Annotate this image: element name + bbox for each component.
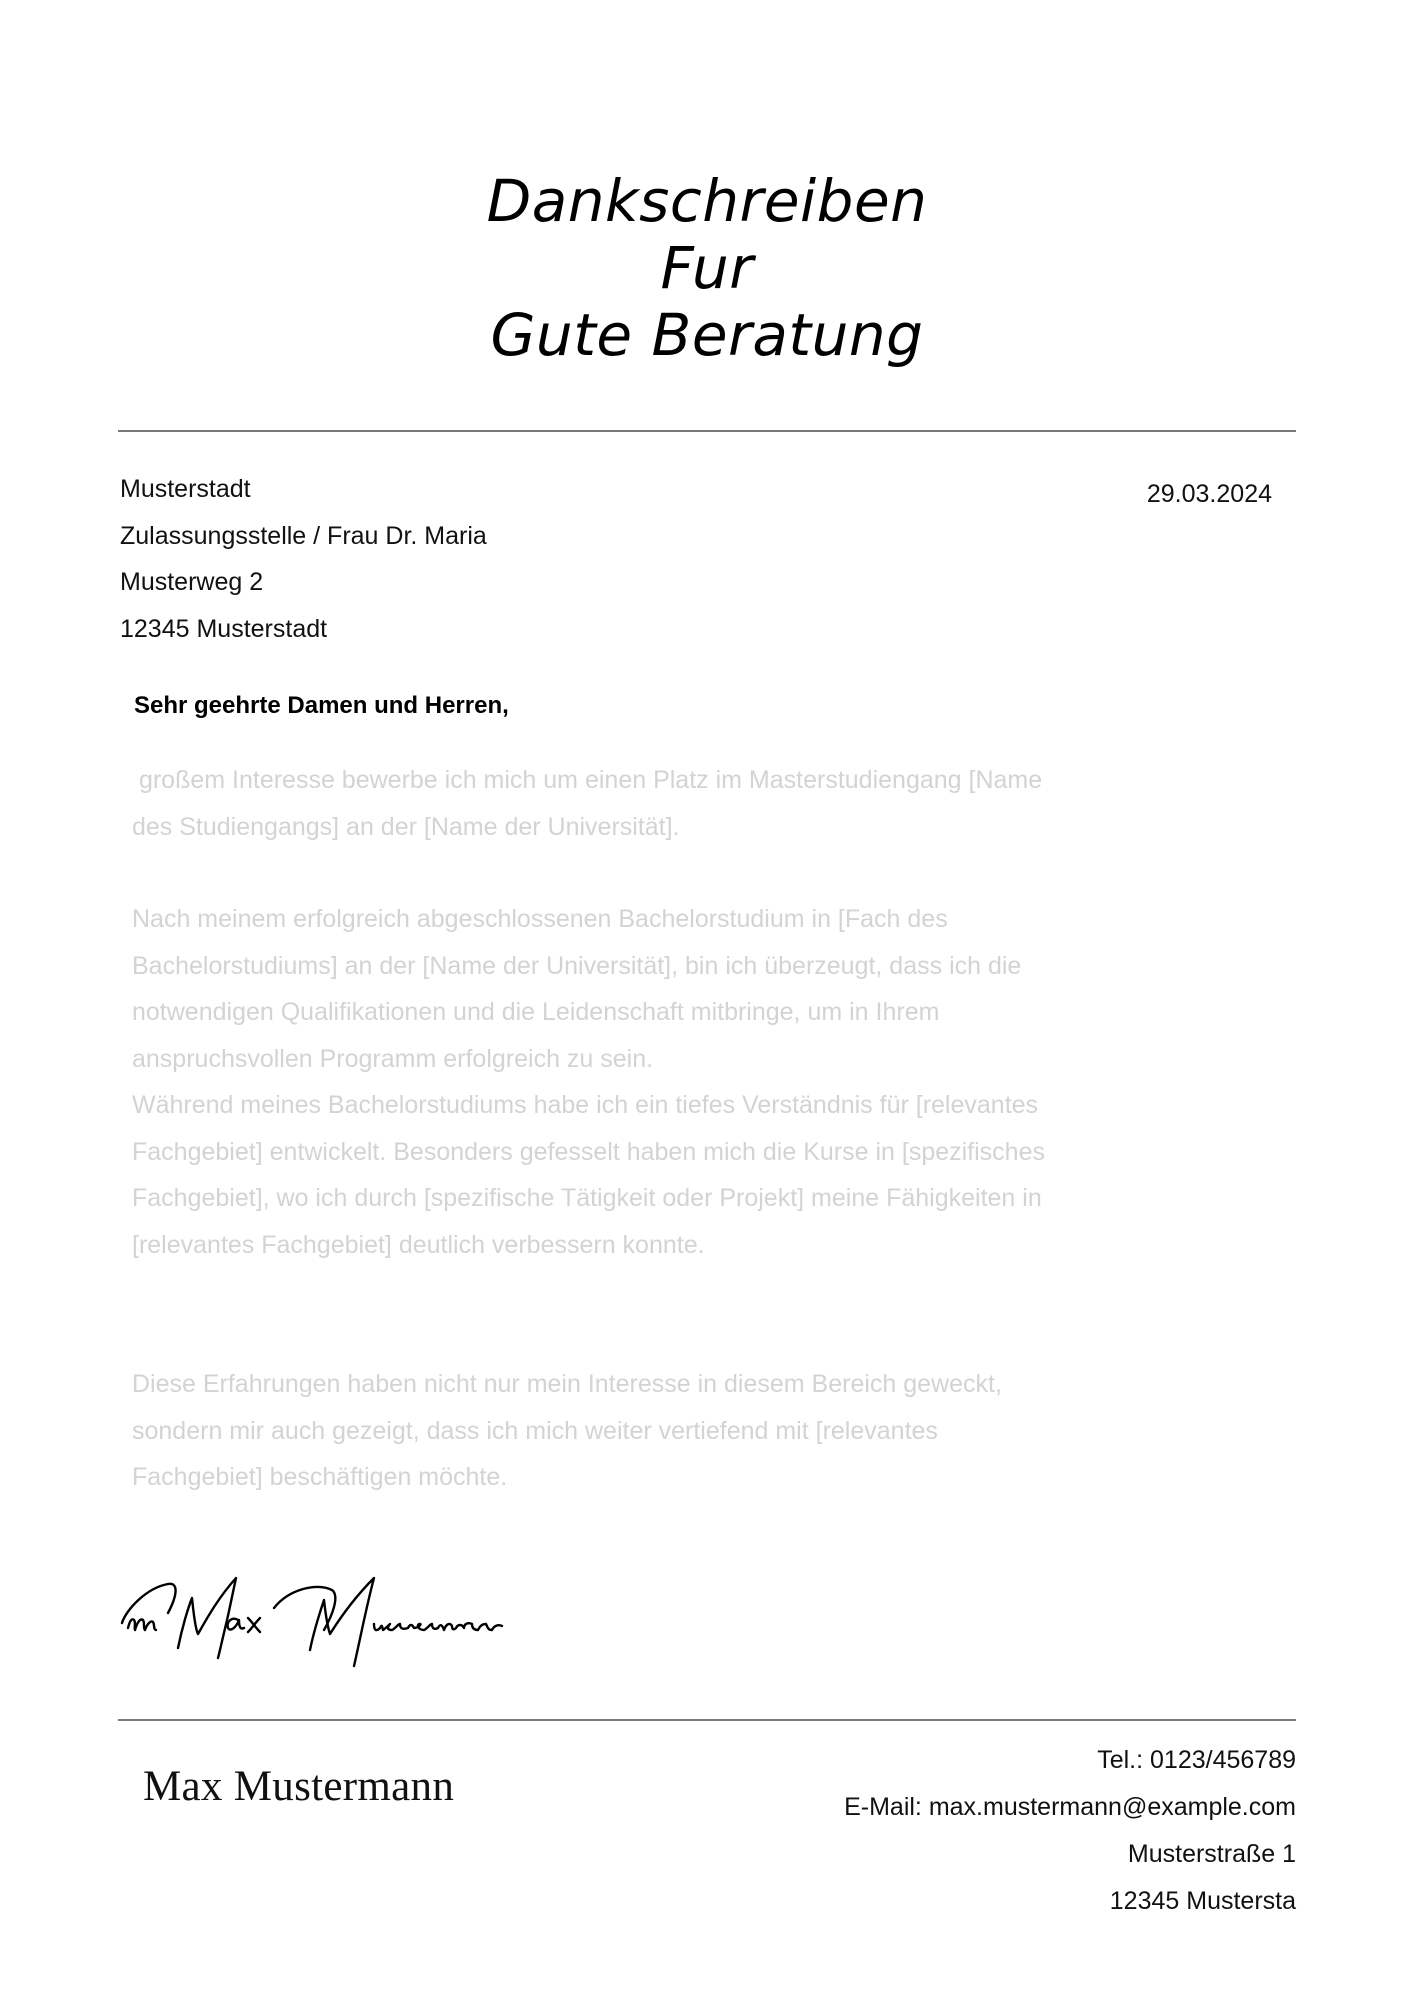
footer-divider xyxy=(118,1719,1296,1721)
body-line: [relevantes Fachgebiet] deutlich verbessern konnte. xyxy=(132,1230,705,1259)
contact-street: Musterstraße 1 xyxy=(1127,1840,1296,1868)
contact-city: 12345 Mustersta xyxy=(1109,1887,1296,1915)
recipient-address xyxy=(120,466,487,652)
signature-icon xyxy=(118,1568,508,1678)
title-line-2: Fur xyxy=(660,234,754,302)
body-paragraph-2 xyxy=(132,896,1252,1268)
header-divider xyxy=(118,430,1296,432)
body-line: Fachgebiet] entwickelt. Besonders gefesselt haben mich die Kurse in [spezifisches xyxy=(132,1137,1045,1166)
sender-contact xyxy=(844,1737,1296,1925)
body-line: Nach meinem erfolgreich abgeschlossenen Bachelorstudium in [Fach des xyxy=(132,905,948,933)
handwritten-signature xyxy=(118,1568,508,1678)
recipient-line: Musterstadt xyxy=(120,475,251,503)
body-paragraph-1 xyxy=(132,757,1252,850)
recipient-line: Zulassungsstelle / Frau Dr. Maria xyxy=(120,521,487,550)
body-line: anspruchsvollen Programm erfolgreich zu sein. xyxy=(132,1044,654,1073)
salutation: Sehr geehrte Damen und Herren, xyxy=(134,692,509,719)
contact-email: E-Mail: max.mustermann@example.com xyxy=(844,1793,1296,1821)
body-line: Bachelorstudiums] an der [Name der Universität], bin ich überzeugt, dass ich die xyxy=(132,951,1022,980)
title-line-1: Dankschreiben xyxy=(486,167,928,235)
recipient-line: Musterweg 2 xyxy=(120,568,264,596)
title-line-3: Gute Beratung xyxy=(490,301,924,369)
body-line: des Studiengangs] an der [Name der Universität]. xyxy=(132,812,680,841)
body-line: Fachgebiet] beschäftigen möchte. xyxy=(132,1463,508,1491)
body-line: Während meines Bachelorstudiums habe ich ein tiefes Verständnis für [relevantes xyxy=(132,1091,1039,1119)
body-paragraph-3 xyxy=(132,1361,1252,1501)
body-line: Diese Erfahrungen haben nicht nur mein Interesse in diesem Bereich geweckt, xyxy=(132,1370,1002,1398)
body-line: notwendigen Qualifikationen und die Leidenschaft mitbringe, um in Ihrem xyxy=(132,998,940,1026)
body-line: sondern mir auch gezeigt, dass ich mich weiter vertiefend mit [relevantes xyxy=(132,1416,938,1445)
sender-name: Max Mustermann xyxy=(143,1763,455,1810)
recipient-line: 12345 Musterstadt xyxy=(120,614,328,643)
document-title xyxy=(0,168,1414,369)
body-line: Fachgebiet], wo ich durch [spezifische Tätigkeit oder Projekt] meine Fähigkeiten in xyxy=(132,1184,1042,1212)
letter-date: 29.03.2024 xyxy=(1146,480,1272,508)
contact-phone: Tel.: 0123/456789 xyxy=(1097,1746,1296,1774)
body-line: großem Interesse bewerbe ich mich um einen Platz im Masterstudiengang [Name xyxy=(132,766,1043,794)
